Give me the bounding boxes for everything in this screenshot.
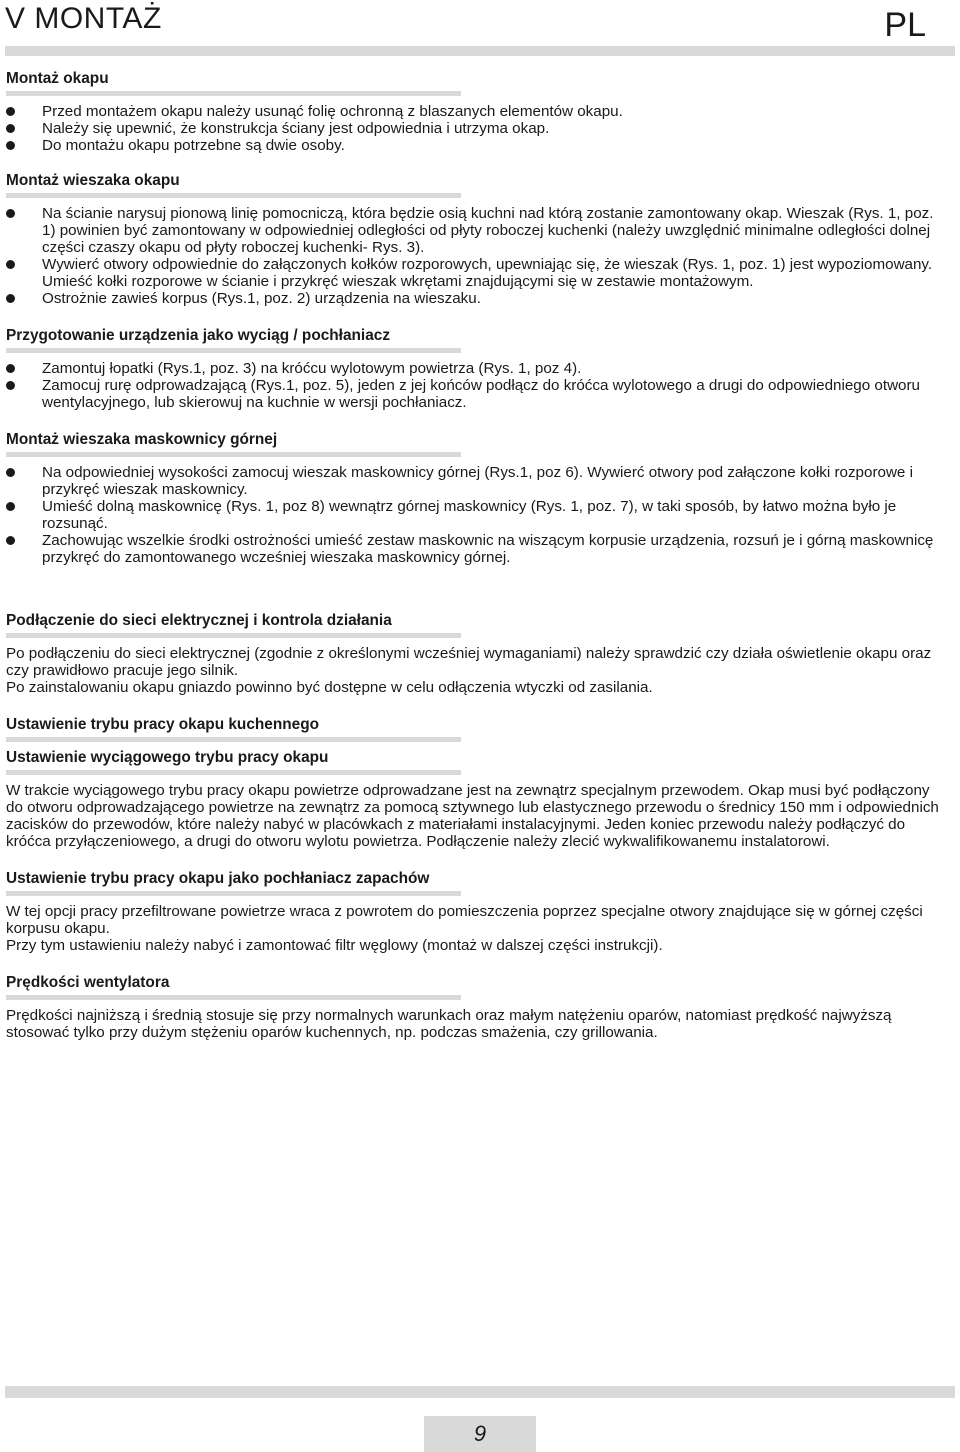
paragraph: W tej opcji pracy przefiltrowane powietrze wraca z powrotem do pomieszczenia poprzez specjalne otwory znajdujące się w górnej części korpusu okapu. bbox=[6, 903, 923, 937]
section-title: Podłączenie do sieci elektrycznej i kontrola działania bbox=[6, 612, 392, 629]
list-item: Przed montażem okapu należy usunąć folię ochronną z blaszanych elementów okapu. bbox=[6, 103, 950, 120]
section-divider bbox=[6, 737, 461, 742]
header-divider bbox=[5, 46, 955, 56]
section-title: Ustawienie trybu pracy okapu kuchennego bbox=[6, 716, 320, 733]
section-podlaczenie bbox=[6, 612, 950, 696]
list-item: Zachowując wszelkie środki ostrożności umieść zestaw maskownic na wiszącym korpusie urządzenia, rozsuń je i górną maskownicę przykręć do zamontowanego wcześniej wieszaka maskownicy górnej. bbox=[6, 532, 950, 566]
section-maskownica bbox=[6, 431, 950, 566]
section-montaz-wieszaka bbox=[6, 172, 950, 307]
section-tryb-pracy bbox=[6, 716, 950, 742]
list-item: Należy się upewnić, że konstrukcja ściany jest odpowiednia i utrzyma okap. bbox=[6, 120, 950, 137]
page-content bbox=[6, 70, 950, 1041]
list-item: Zamontuj łopatki (Rys.1, poz. 3) na króćcu wylotowym powietrza (Rys. 1, poz 4). bbox=[6, 360, 950, 377]
bullet-list bbox=[6, 464, 950, 566]
bullet-list bbox=[6, 103, 950, 154]
section-title: Montaż wieszaka maskownicy górnej bbox=[6, 431, 278, 448]
list-item: Zamocuj rurę odprowadzającą (Rys.1, poz. 5), jeden z jej końców podłącz do króćca wylotowego a drugi do odpowiedniego otworu wentylacyjnego, lub skierowuj na kuchnie w wersji pochłaniacz. bbox=[6, 377, 950, 411]
section-title: Ustawienie wyciągowego trybu pracy okapu bbox=[6, 749, 329, 766]
section-divider bbox=[6, 193, 461, 198]
section-title: Montaż wieszaka okapu bbox=[6, 172, 180, 189]
section-divider bbox=[6, 452, 461, 457]
section-divider bbox=[6, 770, 461, 775]
list-item: Na ścianie narysuj pionową linię pomocniczą, która będzie osią kuchni nad którą zostanie zamontowany okap. Wieszak (Rys. 1, poz. 1) powinien być zamontowany w odpowiedniej odległości od płyty roboczej kuchenki (należy uwzględnić minimalne odległości dolnej części czaszy okapu od płyty roboczej kuchenki- Rys. 3). bbox=[6, 205, 950, 256]
section-przygotowanie bbox=[6, 327, 950, 411]
section-divider bbox=[6, 633, 461, 638]
section-montaz-okapu bbox=[6, 70, 950, 154]
section-pochlaniacz bbox=[6, 870, 950, 954]
paragraph: Po podłączeniu do sieci elektrycznej (zgodnie z określonymi wcześniej wymaganiami) należy sprawdzić czy działa oświetlenie okapu oraz czy prawidłowo pracuje jego silnik. bbox=[6, 645, 932, 679]
section-title: Ustawienie trybu pracy okapu jako pochłaniacz zapachów bbox=[6, 870, 430, 887]
section-title: Montaż okapu bbox=[6, 70, 109, 87]
list-item: Ostrożnie zawieś korpus (Rys.1, poz. 2) urządzenia na wieszaku. bbox=[6, 290, 950, 307]
bullet-list bbox=[6, 360, 950, 411]
list-item: Wywierć otwory odpowiednie do załączonych kołków rozporowych, upewniając się, że wieszak (Rys. 1, poz. 1) jest wypoziomowany. Umieść kołki rozporowe w ścianie i przykręć wieszak wkrętami znajdującymi się w zestawie montażowym. bbox=[6, 256, 950, 290]
list-item: Na odpowiedniej wysokości zamocuj wieszak maskownicy górnej (Rys.1, poz 6). Wywierć otwory pod załączone kołki rozporowe i przykręć wieszak maskownicy. bbox=[6, 464, 950, 498]
paragraph: W trakcie wyciągowego trybu pracy okapu powietrze odprowadzane jest na zewnątrz specjalnym przewodem. Okap musi być podłączony do otworu odprowadzającego powietrze na zewnątrz za pomocą sztywnego lub elastycznego przewodu o średnicy 150 mm i odpowiednich zacisków do przewodów, które należy nabyć w placówkach z materiałami instalacyjnymi. Jeden koniec przewodu należy podłączyć do króćca przyłączeniowego, a drugi do otworu wylotu powietrza. Podłączenie należy zlecić wykwalifikowanemu instalatorowi. bbox=[6, 782, 939, 850]
section-title: Prędkości wentylatora bbox=[6, 974, 170, 991]
list-item: Umieść dolną maskownicę (Rys. 1, poz 8) wewnątrz górnej maskownicy (Rys. 1, poz. 7), w taki sposób, by łatwo można było je rozsunąć. bbox=[6, 498, 950, 532]
bullet-list bbox=[6, 205, 950, 307]
section-predkosci bbox=[6, 974, 950, 1041]
chapter-title: V MONTAŻ bbox=[5, 2, 162, 35]
page-number: 9 bbox=[473, 1421, 487, 1446]
footer-divider bbox=[5, 1386, 955, 1398]
section-divider bbox=[6, 995, 461, 1000]
paragraph: Po zainstalowaniu okapu gniazdo powinno być dostępne w celu odłączenia wtyczki od zasilania. bbox=[6, 679, 653, 696]
section-divider bbox=[6, 91, 461, 96]
language-code: PL bbox=[884, 6, 926, 44]
page-header bbox=[0, 0, 960, 48]
section-wyciagowy bbox=[6, 749, 950, 850]
page-number-box bbox=[424, 1416, 536, 1452]
section-divider bbox=[6, 891, 461, 896]
paragraph: Przy tym ustawieniu należy nabyć i zamontować filtr węglowy (montaż w dalszej części instrukcji). bbox=[6, 937, 663, 954]
list-item: Do montażu okapu potrzebne są dwie osoby. bbox=[6, 137, 950, 154]
paragraph: Prędkości najniższą i średnią stosuje się przy normalnych warunkach oraz małym natężeniu oparów, natomiast prędkość najwyższą stosować tylko przy dużym stężeniu oparów kuchennych, np. podczas smażenia, czy grillowania. bbox=[6, 1007, 892, 1041]
section-divider bbox=[6, 348, 461, 353]
section-title: Przygotowanie urządzenia jako wyciąg / pochłaniacz bbox=[6, 327, 391, 344]
